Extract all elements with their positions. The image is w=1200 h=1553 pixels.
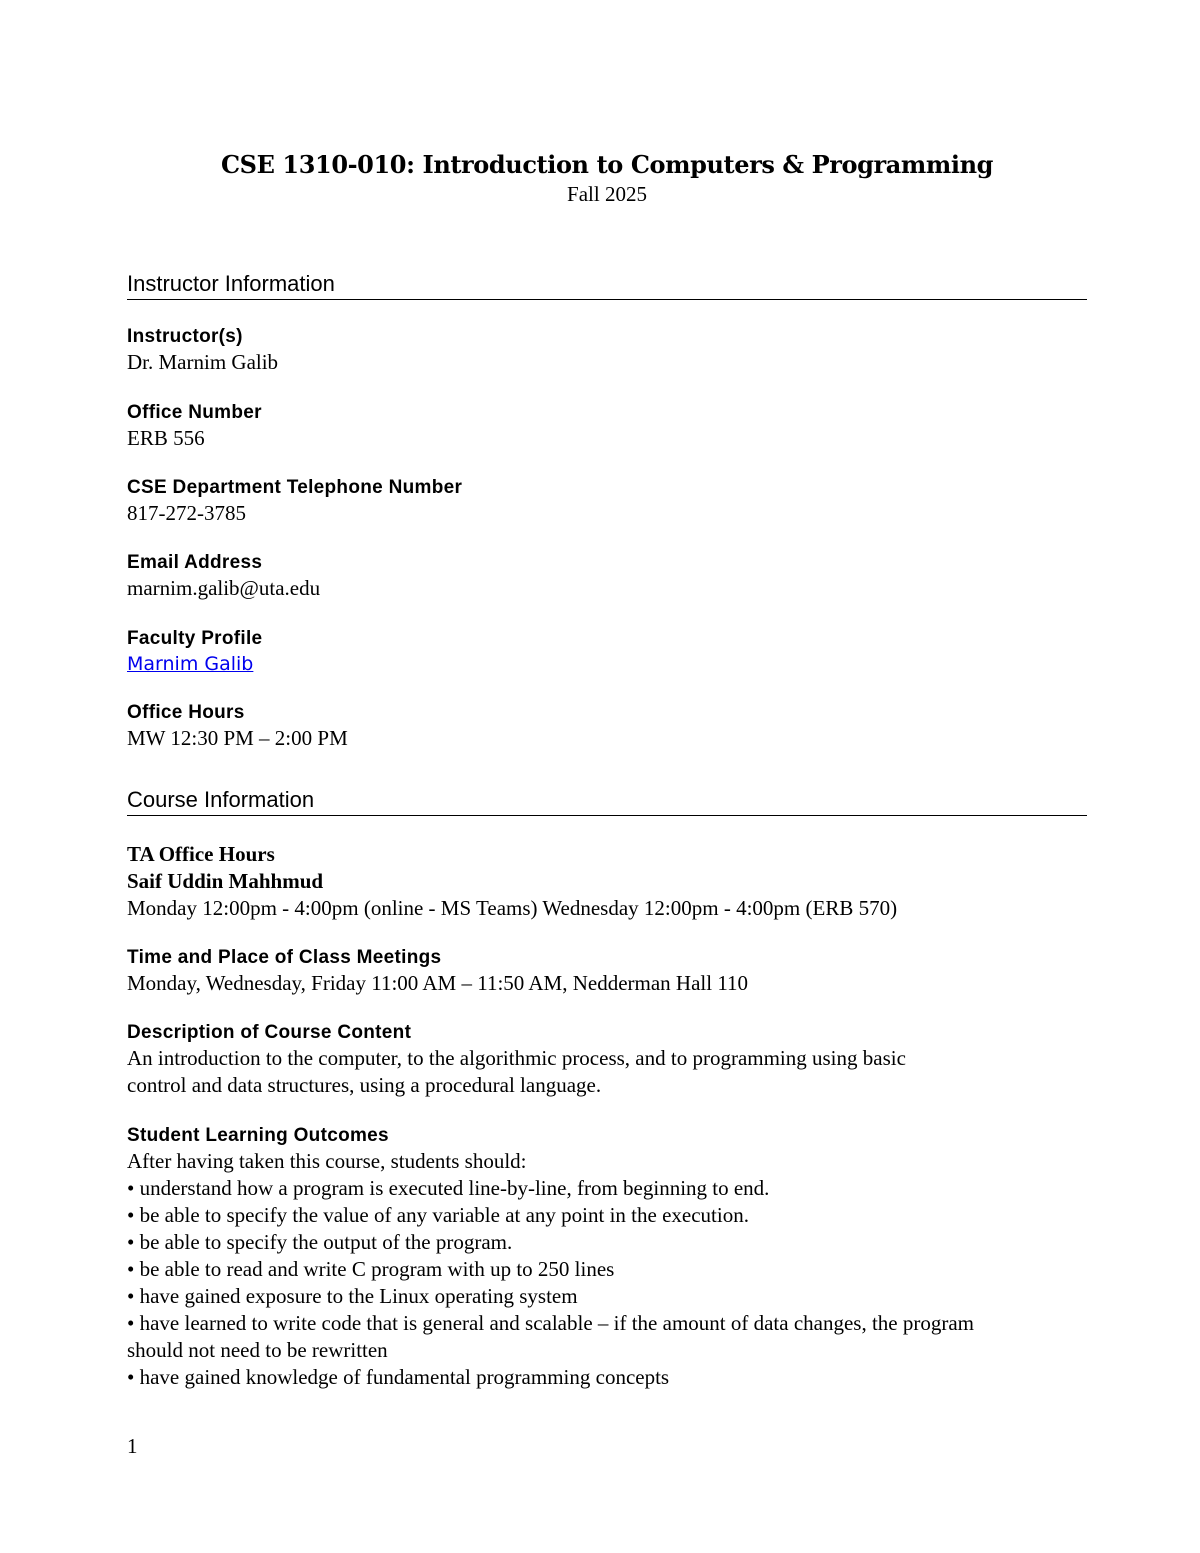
field-value: ERB 556 [127,426,205,450]
field-instructors [127,324,1087,376]
field-label: Email Address [127,552,263,573]
field-office-number [127,400,1087,452]
list-item: • be able to specify the output of the program. [127,1230,513,1254]
description-line: control and data structures, using a procedural language. [127,1073,602,1097]
field-learning-outcomes [127,1123,1087,1391]
field-label: Office Number [127,402,262,423]
field-value: 817-272-3785 [127,501,246,525]
field-faculty-profile [127,626,1087,677]
field-value: Dr. Marnim Galib [127,350,279,374]
field-label: Description of Course Content [127,1022,412,1043]
field-ta-office-hours [127,841,1087,922]
field-email [127,550,1087,602]
field-label: Time and Place of Class Meetings [127,947,442,968]
section-heading-course: Course Information [127,786,1087,816]
section-heading-instructor: Instructor Information [127,270,1087,300]
field-office-hours [127,700,1087,752]
faculty-profile-link[interactable]: Marnim Galib [127,653,254,675]
list-item: should not need to be rewritten [127,1338,388,1362]
list-item: • have learned to write code that is general and scalable – if the amount of data changes, the program [127,1311,975,1335]
description-line: An introduction to the computer, to the algorithmic process, and to programming using basic [127,1046,906,1070]
title-block [127,150,1087,208]
email-value: marnim.galib@uta.edu [127,576,321,600]
field-value: Monday 12:00pm - 4:00pm (online - MS Teams) Wednesday 12:00pm - 4:00pm (ERB 570) [127,896,898,920]
field-value: MW 12:30 PM – 2:00 PM [127,726,348,750]
list-item: • have gained knowledge of fundamental programming concepts [127,1365,670,1389]
field-label: CSE Department Telephone Number [127,477,463,498]
field-label: Instructor(s) [127,326,243,347]
field-class-meetings [127,945,1087,997]
field-label: Student Learning Outcomes [127,1125,389,1146]
field-phone [127,475,1087,527]
list-item: • be able to specify the value of any variable at any point in the execution. [127,1203,749,1227]
page-title: CSE 1310-010: Introduction to Computers & Programming [220,150,994,179]
list-item: • be able to read and write C program with up to 250 lines [127,1257,615,1281]
field-label: TA Office Hours [127,842,275,866]
outcomes-intro: After having taken this course, students should: [127,1149,527,1173]
ta-name: Saif Uddin Mahhmud [127,869,324,893]
list-item: • understand how a program is executed line-by-line, from beginning to end. [127,1176,770,1200]
field-label: Faculty Profile [127,628,263,649]
list-item: • have gained exposure to the Linux operating system [127,1284,578,1308]
field-label: Office Hours [127,702,245,723]
field-course-description [127,1020,1087,1099]
term: Fall 2025 [567,182,647,206]
page-number: 1 [127,1434,138,1458]
field-value: Monday, Wednesday, Friday 11:00 AM – 11:50 AM, Nedderman Hall 110 [127,971,749,995]
